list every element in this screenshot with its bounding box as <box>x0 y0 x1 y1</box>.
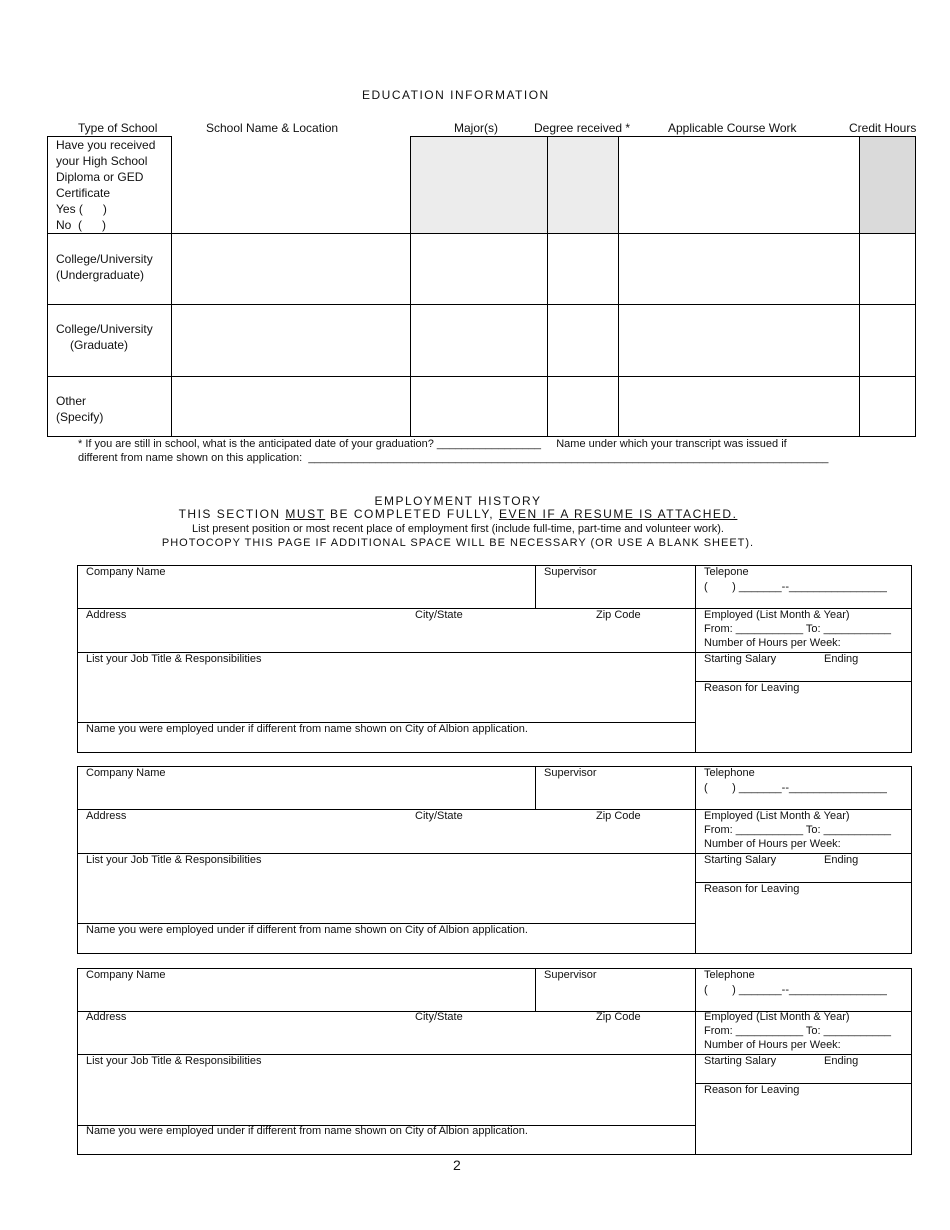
row-undergraduate: College/University (Undergraduate) <box>56 252 153 282</box>
from-to-field[interactable]: From: ___________ To: ___________ <box>704 824 891 836</box>
starting-salary-field[interactable]: Starting Salary <box>704 653 777 665</box>
supervisor-field[interactable]: Supervisor <box>544 969 597 981</box>
starting-salary-field[interactable]: Starting Salary <box>704 1055 777 1067</box>
hs-course-work-cell[interactable] <box>619 137 859 233</box>
from-to-field[interactable]: From: ___________ To: ___________ <box>704 1025 891 1037</box>
employed-under-name-field[interactable]: Name you were employed under if different from name shown on City of Albion application. <box>86 723 528 735</box>
city-state-field[interactable]: City/State <box>415 810 463 822</box>
hs-school-name-cell[interactable] <box>172 137 410 233</box>
telephone-label: Telephone <box>704 767 755 779</box>
hours-per-week-field[interactable]: Number of Hours per Week: <box>704 637 841 649</box>
employed-under-name-field[interactable]: Name you were employed under if different from name shown on City of Albion application. <box>86 924 528 936</box>
company-name-field[interactable]: Company Name <box>86 767 166 779</box>
other-row-cells[interactable] <box>172 377 915 436</box>
company-name-field[interactable]: Company Name <box>86 566 166 578</box>
zip-code-field[interactable]: Zip Code <box>596 810 641 822</box>
reason-for-leaving-field[interactable]: Reason for Leaving <box>704 883 800 895</box>
hours-per-week-field[interactable]: Number of Hours per Week: <box>704 838 841 850</box>
from-to-field[interactable]: From: ___________ To: ___________ <box>704 623 891 635</box>
starting-salary-field[interactable]: Starting Salary <box>704 854 777 866</box>
address-field[interactable]: Address <box>86 1011 127 1023</box>
graduate-row-cells[interactable] <box>172 305 915 376</box>
telephone-field[interactable]: ( ) _______--________________ <box>704 984 887 996</box>
job-title-field[interactable]: List your Job Title & Responsibilities <box>86 653 262 665</box>
row-high-school: Have you received your High School Diploma or GED Certificate Yes ( ) No ( ) <box>56 138 156 232</box>
employment-notice: THIS SECTION MUST BE COMPLETED FULLY, EVEN IF A RESUME IS ATTACHED. <box>178 507 738 521</box>
education-title: EDUCATION INFORMATION <box>362 88 550 102</box>
employed-dates-label: Employed (List Month & Year) <box>704 810 850 822</box>
employed-dates-label: Employed (List Month & Year) <box>704 1011 850 1023</box>
page-number: 2 <box>453 1157 461 1173</box>
header-school-name: School Name & Location <box>206 121 339 135</box>
company-name-field[interactable]: Company Name <box>86 969 166 981</box>
high-school-yes[interactable]: Yes ( ) <box>56 202 107 216</box>
row-other: Other (Specify) <box>56 394 104 424</box>
undergraduate-row-cells[interactable] <box>172 234 915 304</box>
zip-code-field[interactable]: Zip Code <box>596 609 641 621</box>
row-graduate: College/University (Graduate) <box>56 322 153 352</box>
telephone-field[interactable]: ( ) _______--________________ <box>704 581 887 593</box>
employed-dates-label: Employed (List Month & Year) <box>704 609 850 621</box>
employment-title: EMPLOYMENT HISTORY <box>374 494 542 508</box>
city-state-field[interactable]: City/State <box>415 1011 463 1023</box>
header-credit-hours: Credit Hours <box>849 121 917 135</box>
address-field[interactable]: Address <box>86 810 127 822</box>
telephone-label: Telephone <box>704 969 755 981</box>
city-state-field[interactable]: City/State <box>415 609 463 621</box>
supervisor-field[interactable]: Supervisor <box>544 566 597 578</box>
employment-instructions: List present position or most recent place of employment first (include full-time, part-time and volunteer work). <box>192 523 724 535</box>
job-title-field[interactable]: List your Job Title & Responsibilities <box>86 854 262 866</box>
high-school-no[interactable]: No ( ) <box>56 218 107 232</box>
reason-for-leaving-field[interactable]: Reason for Leaving <box>704 682 800 694</box>
telephone-field[interactable]: ( ) _______--________________ <box>704 782 887 794</box>
ending-salary-field[interactable]: Ending <box>824 653 859 665</box>
job-title-field[interactable]: List your Job Title & Responsibilities <box>86 1055 262 1067</box>
ending-salary-field[interactable]: Ending <box>824 1055 859 1067</box>
header-course-work: Applicable Course Work <box>668 121 797 135</box>
graduation-footnote[interactable]: * If you are still in school, what is the anticipated date of your graduation? _________________ Name under which your transcript was issued if different from name shown on this application: _____________________________________________________________________________________ <box>78 438 829 464</box>
header-type-of-school: Type of School <box>78 121 158 135</box>
ending-salary-field[interactable]: Ending <box>824 854 859 866</box>
reason-for-leaving-field[interactable]: Reason for Leaving <box>704 1084 800 1096</box>
supervisor-field[interactable]: Supervisor <box>544 767 597 779</box>
telephone-label: Telepone <box>704 566 749 578</box>
header-majors: Major(s) <box>454 121 498 135</box>
header-degree: Degree received * <box>534 121 631 135</box>
hours-per-week-field[interactable]: Number of Hours per Week: <box>704 1039 841 1051</box>
photocopy-notice: PHOTOCOPY THIS PAGE IF ADDITIONAL SPACE WILL BE NECESSARY (OR USE A BLANK SHEET). <box>161 537 755 549</box>
address-field[interactable]: Address <box>86 609 127 621</box>
employed-under-name-field[interactable]: Name you were employed under if different from name shown on City of Albion application. <box>86 1125 528 1137</box>
zip-code-field[interactable]: Zip Code <box>596 1011 641 1023</box>
